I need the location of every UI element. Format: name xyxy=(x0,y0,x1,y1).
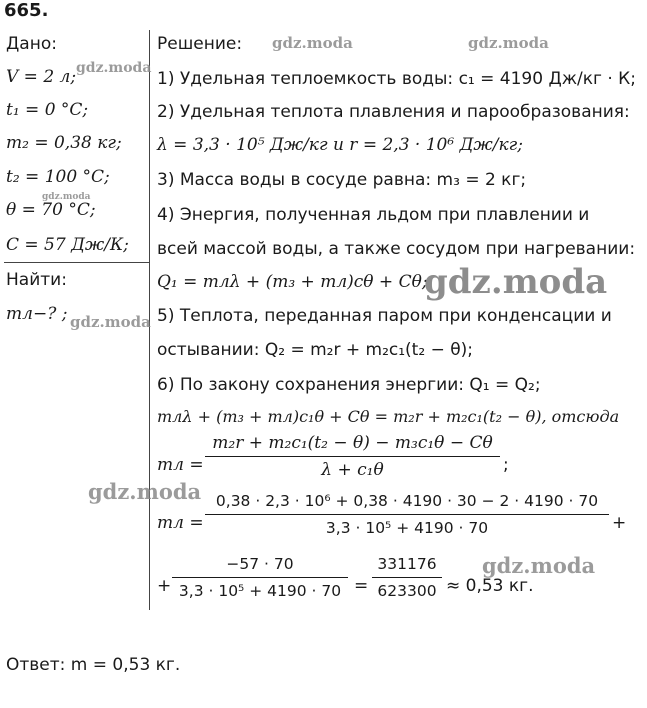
formula1-tail: ; xyxy=(503,455,509,475)
watermark: gdz.moda xyxy=(482,553,596,578)
answer-line: Ответ: m = 0,53 кг. xyxy=(6,655,181,675)
formula3-lead: + xyxy=(157,576,172,596)
formula1-denominator: λ + c₁θ xyxy=(321,460,384,480)
equation-q2: остывании: Q₂ = m₂r + m₂c₁(t₂ − θ); xyxy=(157,340,473,360)
given-capacity: C = 57 Дж/К; xyxy=(6,235,129,255)
formula3-bar xyxy=(172,577,348,578)
formula1-bar xyxy=(205,456,500,457)
formula3-fraction xyxy=(172,553,348,602)
solution-step-6: 6) По закону сохранения энергии: Q₁ = Q₂; xyxy=(157,375,541,395)
solution-heading: Решение: xyxy=(157,34,243,54)
formula2-numerator: 0,38 · 2,3 · 10⁶ + 0,38 · 4190 · 30 − 2 · 4190 · 70 xyxy=(215,492,599,510)
formula3-numerator: −57 · 70 xyxy=(226,555,294,573)
formula1-numerator: m₂r + m₂c₁(t₂ − θ) − m₃c₁θ − Cθ xyxy=(212,433,493,453)
horizontal-divider xyxy=(4,262,149,263)
solution-step-3: 3) Масса воды в сосуде равна: m₃ = 2 кг; xyxy=(157,170,527,190)
formula3-denominator: 3,3 · 10⁵ + 4190 · 70 xyxy=(178,582,342,600)
given-heading: Дано: xyxy=(6,34,57,54)
formula1-fraction xyxy=(205,432,500,481)
solution-step-5: 5) Теплота, переданная паром при конденсации и xyxy=(157,306,612,326)
watermark: gdz.moda xyxy=(468,34,549,52)
solution-step-1: 1) Удельная теплоемкость воды: c₁ = 4190 Дж/кг · К; xyxy=(157,69,636,89)
given-volume: V = 2 л; xyxy=(6,67,77,87)
given-theta: θ = 70 °C; xyxy=(6,200,96,220)
formula3-result-fraction xyxy=(372,553,442,602)
watermark: gdz.moda xyxy=(88,479,202,504)
solution-step-4: 4) Энергия, полученная льдом при плавлении и xyxy=(157,205,590,225)
watermark: gdz.moda xyxy=(76,60,152,76)
solution-constants: λ = 3,3 · 10⁵ Дж/кг и r = 2,3 · 10⁶ Дж/кг; xyxy=(157,135,523,155)
find-unknown: mл−? ; xyxy=(6,304,68,324)
equation-q1: Q₁ = mлλ + (m₃ + mл)cθ + Cθ; xyxy=(157,272,428,292)
watermark: gdz.moda xyxy=(272,34,353,52)
watermark: gdz.moda xyxy=(42,192,91,202)
problem-number: 665. xyxy=(4,0,49,21)
formula2-tail: + xyxy=(612,513,627,533)
formula3-bar2 xyxy=(372,577,442,578)
given-m2: m₂ = 0,38 кг; xyxy=(6,133,122,153)
given-t2: t₂ = 100 °C; xyxy=(6,167,110,187)
formula2-fraction xyxy=(205,490,609,539)
solution-step-4-cont: всей массой воды, а также сосудом при нагревании: xyxy=(157,239,636,259)
formula2-denominator: 3,3 · 10⁵ + 4190 · 70 xyxy=(325,519,489,537)
formula2-bar xyxy=(205,514,609,515)
formula3-numerator2: 331176 xyxy=(377,555,437,573)
formula3-denominator2: 623300 xyxy=(377,582,437,600)
find-heading: Найти: xyxy=(6,270,67,290)
watermark: gdz.moda xyxy=(70,313,151,331)
formula2-lhs: mл = xyxy=(157,513,204,533)
formula3-equals: = xyxy=(354,576,369,596)
energy-balance-equation: mлλ + (m₃ + mл)c₁θ + Cθ = m₂r + m₂c₁(t₂ − θ), отсюда xyxy=(157,407,620,426)
watermark: gdz.moda xyxy=(424,262,608,302)
solution-step-2: 2) Удельная теплота плавления и парообразования: xyxy=(157,102,630,122)
given-t1: t₁ = 0 °C; xyxy=(6,100,89,120)
formula3-result: ≈ 0,53 кг. xyxy=(446,576,534,596)
formula1-lhs: mл = xyxy=(157,455,204,475)
